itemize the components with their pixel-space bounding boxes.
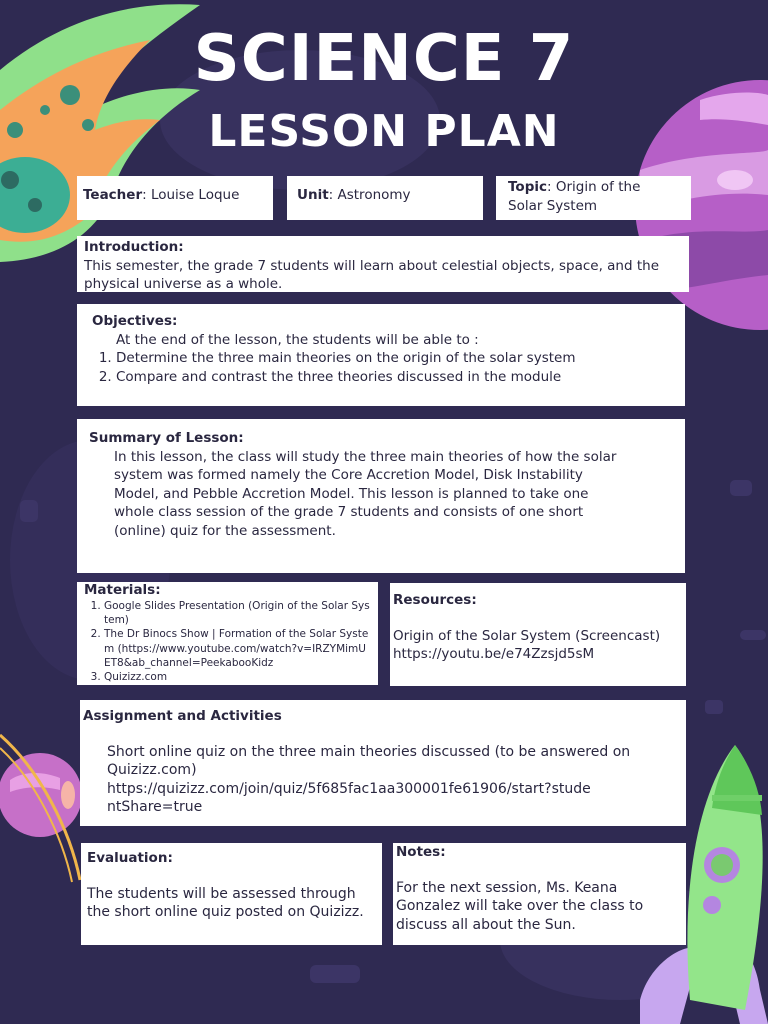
material-item: 2. The Dr Binocs Show | Formation of the Solar System (https://www.youtube.com/watch?v=IRZYMimUET8&ab_channel=PeekabooKidz <box>104 627 371 670</box>
resources-link[interactable]: https://youtu.be/e74Zzsjd5sM <box>393 646 595 662</box>
introduction-text: This semester, the grade 7 students will learn about celestial objects, space, and the physical universe as a whole. <box>84 257 659 292</box>
teacher-name: Louise Loque <box>150 187 240 203</box>
assignment-label: Assignment and Activities <box>83 708 282 724</box>
materials-list <box>84 599 371 684</box>
objectives-lead: At the end of the lesson, the students will be able to : <box>116 331 479 348</box>
materials-label: Materials: <box>84 582 161 598</box>
objectives-label: Objectives: <box>92 313 178 329</box>
materials-box <box>77 582 378 685</box>
topic-label: Topic <box>508 179 547 195</box>
objectives-list <box>92 349 670 386</box>
topic-box: Topic: Origin of the Solar System <box>496 176 691 220</box>
resources-label: Resources: <box>393 592 477 608</box>
resources-box <box>390 583 686 686</box>
notes-label: Notes: <box>396 844 446 860</box>
introduction-label: Introduction: <box>84 239 184 255</box>
notes-text: For the next session, Ms. Keana Gonzalez will take over the class to discuss all about the Sun. <box>396 879 644 933</box>
evaluation-label: Evaluation: <box>87 850 173 866</box>
material-item: 3. Quizizz.com <box>104 670 371 684</box>
teacher-box: Teacher: Louise Loque <box>77 176 273 220</box>
summary-box <box>77 419 685 573</box>
objective-item: 1. Determine the three main theories on the origin of the solar system <box>116 349 670 368</box>
introduction-box <box>77 236 689 292</box>
summary-text: In this lesson, the class will study the three main theories of how the solar system was formed namely the Core Accretion Model, Disk Instability Model, and Pebble Accretion Model. This lesson is planned to take one whole class session of the grade 7 students and consists of one short (online) quiz for the assessment. <box>114 448 617 539</box>
unit-label: Unit <box>297 187 329 203</box>
unit-name: Astronomy <box>337 187 411 203</box>
page-title: SCIENCE 7 <box>193 22 575 96</box>
page-subtitle: LESSON PLAN <box>208 106 560 157</box>
objectives-box <box>77 304 685 406</box>
evaluation-box <box>81 843 382 945</box>
objective-item: 2. Compare and contrast the three theories discussed in the module <box>116 368 670 387</box>
material-item: 1. Google Slides Presentation (Origin of the Solar System) <box>104 599 371 627</box>
evaluation-text: The students will be assessed through the short online quiz posted on Quizizz. <box>87 885 364 920</box>
assignment-box <box>80 700 686 826</box>
summary-label: Summary of Lesson: <box>89 430 244 446</box>
ringed-planet-icon <box>0 735 82 882</box>
assignment-text: Short online quiz on the three main theories discussed (to be answered on Quizizz.com) <box>107 743 631 778</box>
topic-name: Origin of the Solar System <box>508 179 641 214</box>
notes-box <box>393 843 686 945</box>
resources-line1: Origin of the Solar System (Screencast) <box>393 627 661 644</box>
unit-box: Unit: Astronomy <box>287 176 483 220</box>
teacher-label: Teacher <box>83 187 143 203</box>
assignment-link[interactable]: https://quizizz.com/join/quiz/5f685fac1aa300001fe61906/start?studentShare=true <box>107 780 591 815</box>
